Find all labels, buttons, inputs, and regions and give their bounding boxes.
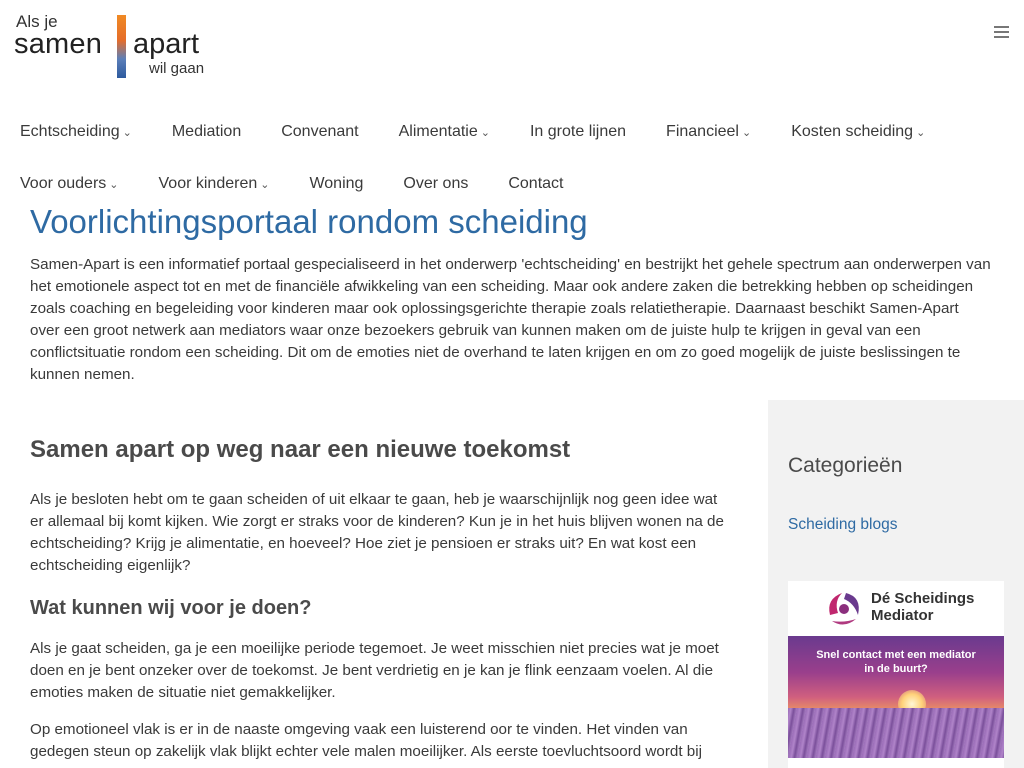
site-logo[interactable]: [14, 12, 234, 82]
nav-item-woning[interactable]: [289, 175, 383, 193]
nav-item-label: In grote lijnen: [529, 123, 627, 140]
ad-brand-line-2: Mediator: [871, 607, 934, 624]
nav-item-label: Woning: [309, 175, 364, 192]
logo-line-3: wil gaan: [149, 60, 205, 77]
nav-row-1: [0, 106, 1024, 158]
nav-item-label: Over ons: [403, 175, 469, 192]
ad-brand-name: [871, 590, 974, 624]
chevron-down-icon: ⌄: [480, 126, 490, 139]
category-link-scheiding-blogs[interactable]: Scheiding blogs: [788, 516, 898, 533]
nav-item-voor-ouders[interactable]: [0, 175, 139, 193]
mediator-ad-banner[interactable]: [788, 581, 1004, 768]
sidebar-title: Categorieën: [788, 454, 903, 477]
logo-line-1: Als je: [16, 12, 58, 31]
ad-image: [788, 636, 1004, 758]
ad-header: [788, 581, 1004, 636]
content-paragraph-1: Als je besloten hebt om te gaan scheiden of uit elkaar te gaan, heb je waarschijnlijk nog geen idee wat er allemaal bij komt kijken. Wie zorgt er straks voor de kinderen? Kun je in het huis blijven wonen na de echtscheiding? Krijg je alimentatie, en hoeveel? Hoe ziet je pensioen er straks uit? En wat kost een echtscheiding eigenlijk?: [30, 491, 724, 574]
logo-word-samen: samen: [14, 28, 103, 60]
content-paragraph-2: Als je gaat scheiden, ga je een moeilijke periode tegemoet. Je weet misschien niet precies wat je moet doen en je bent onzeker over de toekomst. Je bent verdrietig en je kan je flink eenzaam voelen. Al die emoties maken de situatie niet gemakkelijker.: [30, 640, 719, 701]
content-heading: Samen apart op weg naar een nieuwe toekomst: [30, 436, 571, 463]
nav-item-convenant[interactable]: [261, 123, 378, 141]
ad-brand-line-1: Dé Scheidings: [871, 590, 975, 607]
chevron-down-icon: ⌄: [122, 126, 132, 139]
logo-word-apart: apart: [133, 28, 200, 60]
nav-item-label: Voor ouders: [20, 175, 107, 192]
content-paragraph-3: Op emotioneel vlak is er in de naaste omgeving vaak een luisterend oor te vinden. Het vinden van gedegen steun op zakelijk vlak blijkt echter vele malen moeilijker. Als eerste toevluchtsoord wordt bij: [30, 721, 702, 760]
hamburger-menu-icon[interactable]: [994, 26, 1009, 39]
lavender-field-graphic: [788, 708, 1004, 758]
nav-item-alimentatie[interactable]: [379, 123, 510, 141]
ad-tagline-line-1: Snel contact met een mediator: [816, 649, 976, 661]
nav-item-label: Voor kinderen: [158, 175, 258, 192]
nav-item-echtscheiding[interactable]: [0, 123, 152, 141]
chevron-down-icon: ⌄: [260, 178, 270, 191]
main-content: [30, 420, 730, 763]
content-subheading: Wat kunnen wij voor je doen?: [30, 597, 312, 619]
nav-item-label: Alimentatie: [398, 123, 478, 140]
nav-item-label: Kosten scheiding: [791, 123, 914, 140]
nav-item-financieel[interactable]: [646, 123, 771, 141]
nav-item-voor-kinderen[interactable]: [139, 175, 290, 193]
nav-item-mediation[interactable]: [152, 123, 261, 141]
nav-item-in-grote-lijnen[interactable]: [510, 123, 646, 141]
page-title: Voorlichtingsportaal rondom scheiding: [30, 203, 588, 240]
nav-item-over-ons[interactable]: [383, 175, 488, 193]
nav-item-contact[interactable]: [488, 175, 583, 193]
mediator-logo-icon: [820, 585, 868, 629]
nav-item-kosten-scheiding[interactable]: [771, 123, 945, 141]
ad-tagline-line-2: in de buurt?: [864, 663, 928, 675]
nav-item-label: Convenant: [281, 123, 359, 140]
nav-item-label: Mediation: [171, 123, 242, 140]
ad-tagline: [788, 648, 1004, 676]
logo-gradient-bar: [117, 15, 126, 78]
main-navigation: [0, 106, 1024, 210]
intro-paragraph: Samen-Apart is een informatief portaal gespecialiseerd in het onderwerp 'echtscheiding' en bestrijkt het gehele spectrum aan onderwerpen van het emotionele aspect tot en met de financiële afwikkeling van een scheiding. Maar ook andere zaken die betrekking hebben op scheidingen zoals coaching en begeleiding voor kinderen maar ook oplossingsgerichte therapie zoals relatietherapie. Daarnaast beschikt Samen-Apart over een groot netwerk aan mediators waar onze bezoekers gebruik van kunnen maken om de juiste hulp te krijgen in geval van een conflictsituatie rondom een scheiding. Dit om de emoties niet de overhand te laten krijgen en om zo goed mogelijk de juiste beslissingen te kunnen nemen.: [30, 256, 991, 383]
chevron-down-icon: ⌄: [916, 126, 926, 139]
chevron-down-icon: ⌄: [109, 178, 119, 191]
chevron-down-icon: ⌄: [741, 126, 752, 139]
nav-item-label: Financieel: [666, 123, 739, 140]
sidebar: [768, 400, 1024, 768]
nav-item-label: Contact: [508, 175, 564, 192]
nav-item-label: Echtscheiding: [20, 123, 120, 140]
